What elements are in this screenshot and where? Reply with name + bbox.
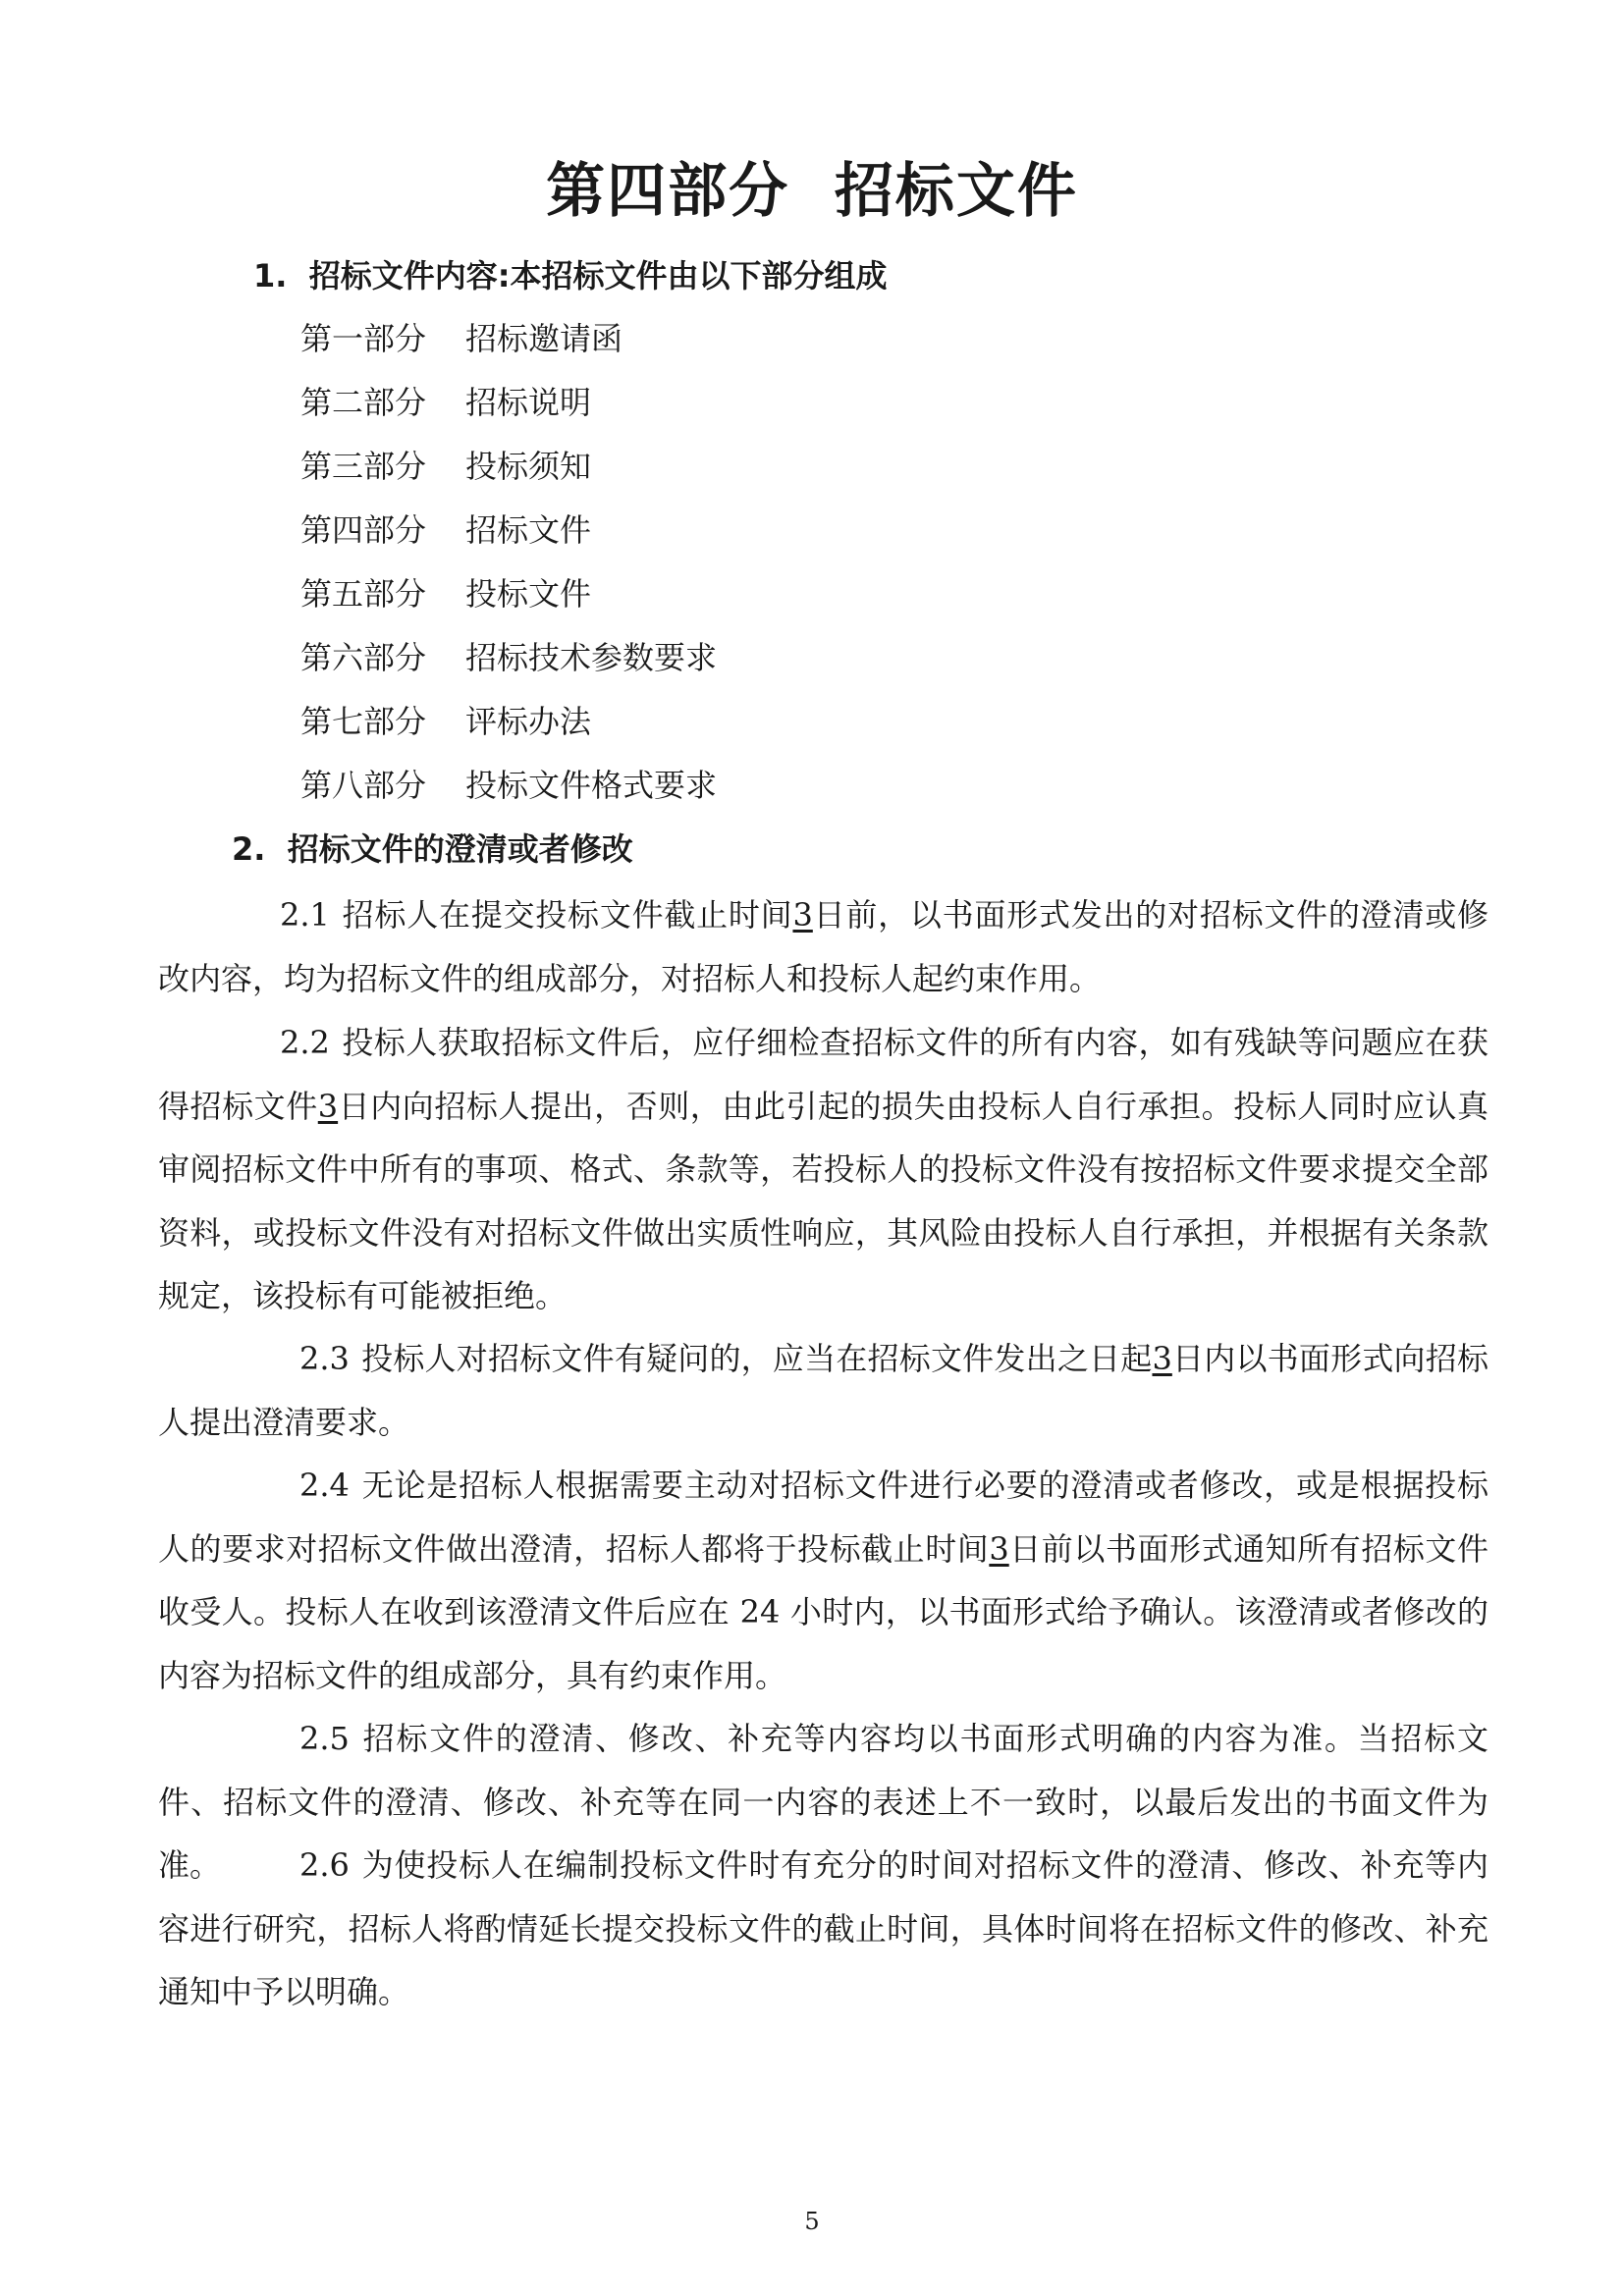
clause-number: 2.5: [299, 1720, 350, 1757]
list-item-part: 第三部分: [300, 448, 427, 485]
paragraph-text: 日前以书面形式通知所有招标文件收受人。投标人在收到该澄清文件后应在 24 小时内，以书面形式给予确认。该澄清或者修改的内容为招标文件的组成部分，具有约束作用。: [158, 1529, 1489, 1694]
list-item-name: 招标文件: [465, 511, 592, 549]
list-item-part: 第八部分: [300, 767, 427, 804]
list-item: [300, 508, 717, 572]
list-item-part: 第七部分: [300, 703, 427, 740]
underlined-value: 3: [317, 1087, 339, 1125]
list-item-part: 第二部分: [300, 384, 427, 421]
clause-number: 2.4: [299, 1467, 350, 1504]
list-item-name: 招标邀请函: [465, 320, 623, 357]
page-number: 5: [804, 2208, 820, 2235]
list-item: [300, 572, 717, 636]
paragraph-2-4: [158, 1454, 1489, 1707]
paragraph-2-2: [158, 1011, 1489, 1328]
list-item: [300, 381, 717, 445]
list-item-part: 第四部分: [300, 511, 427, 549]
list-item-name: 投标文件格式要求: [465, 767, 718, 804]
paragraph-text: 投标人对招标文件有疑问的，应当在招标文件发出之日起: [360, 1340, 1153, 1377]
clause-number: 2.3: [299, 1340, 350, 1377]
list-item-name: 投标须知: [465, 448, 592, 485]
section-heading-contents: 1. 招标文件内容:本招标文件由以下部分组成: [253, 257, 888, 294]
list-item: [300, 700, 717, 764]
underlined-value: 3: [792, 896, 813, 934]
list-item-part: 第六部分: [300, 639, 427, 676]
paragraph-2-3: [158, 1327, 1489, 1454]
paragraph-text: 招标文件的澄清、修改、补充等内容均以书面形式明确的内容为准。当招标文件、招标文件的澄清、修改、补充等在同一内容的表述上不一致时，以最后发出的书面文件为准。: [158, 1720, 1489, 1884]
paragraph-text: 招标人在提交投标文件截止时间: [341, 896, 793, 934]
underlined-value: 3: [1152, 1340, 1172, 1377]
paragraph-text: 日前，以书面形式发出的对招标文件的澄清或修改内容，均为招标文件的组成部分，对招标人和投标人起约束作用。: [158, 896, 1489, 997]
paragraph-2-6: [158, 1834, 1489, 2024]
clause-number: 2.6: [299, 1846, 350, 1884]
list-item-name: 招标说明: [465, 384, 592, 421]
list-item-name: 评标办法: [465, 703, 592, 740]
contents-list: [300, 317, 717, 828]
paragraph-text: 为使投标人在编制投标文件时有充分的时间对招标文件的澄清、修改、补充等内容进行研究，招标人将酌情延长提交投标文件的截止时间，具体时间将在招标文件的修改、补充通知中予以明确。: [158, 1846, 1489, 2010]
page-title: 第四部分 招标文件: [546, 157, 1078, 226]
underlined-value: 3: [989, 1529, 1009, 1568]
paragraph-text: 日内以书面形式向招标人提出澄清要求。: [158, 1340, 1489, 1441]
list-item-part: 第一部分: [300, 320, 427, 357]
list-item-name: 投标文件: [465, 575, 592, 613]
clause-number: 2.1: [280, 896, 330, 934]
section-heading-clarification: 2. 招标文件的澄清或者修改: [232, 830, 633, 868]
list-item-name: 招标技术参数要求: [465, 639, 718, 676]
paragraph-2-1: [158, 883, 1489, 1010]
list-item-part: 第五部分: [300, 575, 427, 613]
paragraph-text: 日内向招标人提出，否则，由此引起的损失由投标人自行承担。投标人同时应认真审阅招标文件中所有的事项、格式、条款等，若投标人的投标文件没有按招标文件要求提交全部资料，或投标文件没有对招标文件做出实质性响应，其风险由投标人自行承担，并根据有关条款规定，该投标有可能被拒绝。: [158, 1087, 1489, 1314]
list-item: [300, 636, 717, 700]
list-item: [300, 764, 717, 828]
paragraph-text: 无论是招标人根据需要主动对招标文件进行必要的澄清或者修改，或是根据投标人的要求对招标文件做出澄清，招标人都将于投标截止时间: [158, 1467, 1489, 1568]
clause-number: 2.2: [280, 1024, 330, 1061]
list-item: [300, 317, 717, 381]
paragraph-text: 投标人获取招标文件后，应仔细检查招标文件的所有内容，如有残缺等问题应在获得招标文件: [158, 1024, 1489, 1125]
list-item: [300, 445, 717, 508]
